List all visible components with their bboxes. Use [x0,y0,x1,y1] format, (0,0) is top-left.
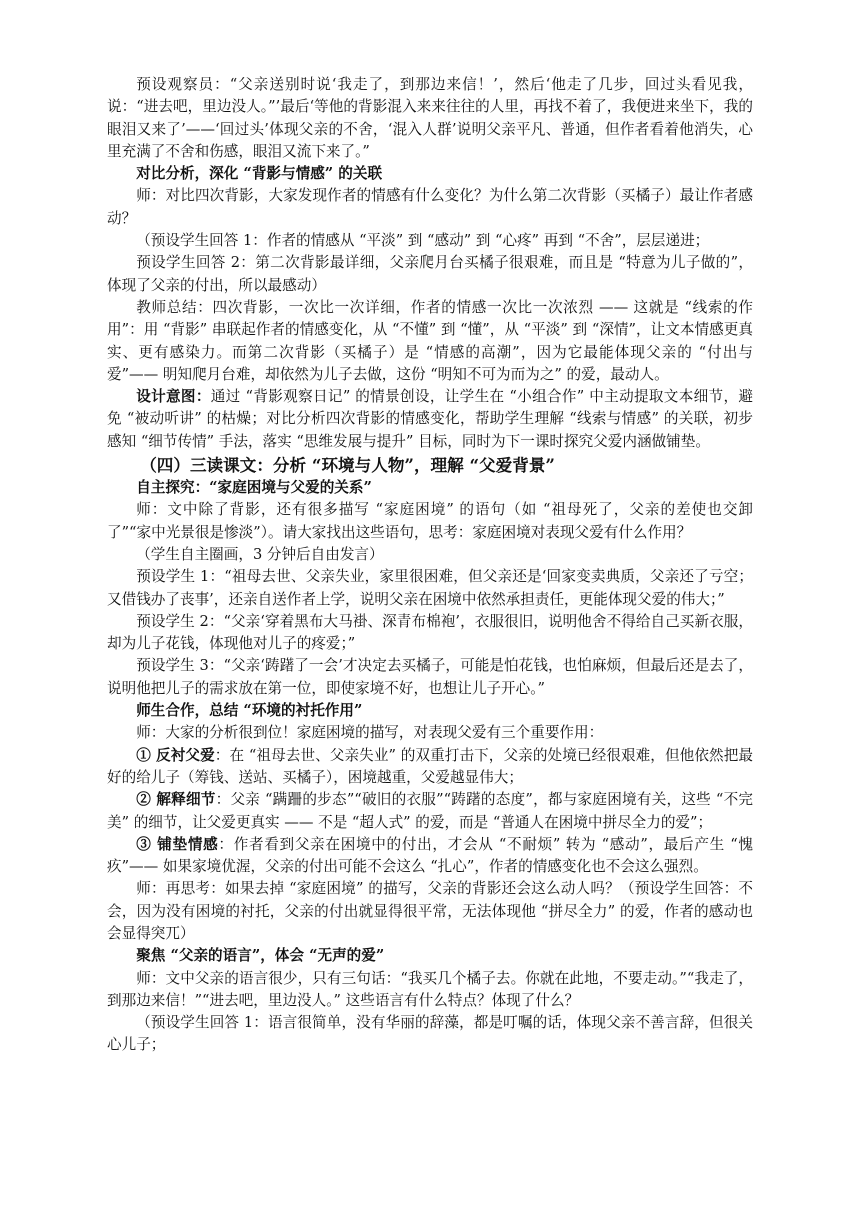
paragraph: 师：文中父亲的语言很少，只有三句话：“我买几个橘子去。你就在此地，不要走动。”“我走了，到那边来信！”“进去吧，里边没人。” 这些语言有什么特点？体现了什么？ [107,969,753,1009]
design-intent-paragraph [107,386,753,453]
section-heading: 聚焦 “父亲的语言”，体会 “无声的爱” [136,947,385,965]
list-item-text: ：父亲 “蹒跚的步态”“破旧的衣服”“踌躇的态度”，都与家庭困境有关，这些 “不完美” 的细节，让父爱更真实 —— 不是 “超人式” 的爱，而是 “普通人在困境中拼尽全力的爱”； [107,791,753,831]
paragraph: 师：文中除了背影，还有很多描写 “家庭困境” 的语句（如 “祖母死了，父亲的差使也交卸了”“家中光景很是惨淡”）。请大家找出这些语句，思考：家庭困境对表现父爱有什么作用？ [107,501,753,541]
list-item-text: ：作者看到父亲在困境中的付出，才会从 “不耐烦” 转为 “感动”，最后产生 “愧疚”—— 如果家境优渥，父亲的付出可能不会这么 “扎心”，作者的情感变化也不会这么强烈。 [107,835,753,876]
section-heading: 师生合作，总结 “环境的衬托作用” [136,702,363,720]
list-item-label: ② 解释细节 [136,791,216,809]
paragraph: 预设观察员：“父亲送别时说‘我走了，到那边来信！’，然后‘他走了几步，回过头看见我，说：“进去吧，里边没人。”’最后‘等他的背影混入来来往往的人里，再找不着了，我便进来坐下，我的眼泪又来了’——‘回过头’体现父亲的不舍，‘混入人群’说明父亲平凡、普通，但作者看着他消失，心里充满了不舍和伤感，眼泪又流下来了。” [107,76,753,160]
paragraph: 师：对比四次背影，大家发现作者的情感有什么变化？为什么第二次背影（买橘子）最让作者感动？ [107,187,753,227]
paragraph: 预设学生回答 2：第二次背影最详细，父亲爬月台买橘子很艰难，而且是 “特意为儿子做的”，体现了父亲的付出，所以最感动） [107,254,753,294]
list-item [107,745,753,790]
paragraph: 预设学生 2：“父亲‘穿着黑布大马褂、深青布棉袍’，衣服很旧，说明他舍不得给自己买新衣服，却为儿子花钱，体现他对儿子的疼爱；” [107,612,753,653]
paragraph: 预设学生 1：“祖母去世、父亲失业，家里很困难，但父亲还是‘回家变卖典质，父亲还了亏空；又借钱办了丧事’，还亲自送作者上学，说明父亲在困境中依然承担责任，更能体现父爱的伟大；” [107,568,753,608]
list-item-text: ：在 “祖母去世、父亲失业” 的双重打击下，父亲的处境已经很艰难，但他依然把最好的给儿子（筹钱、送站、买橘子），困境越重，父爱越显伟大； [107,746,753,786]
list-item-label: ① 反衬父爱 [136,746,215,764]
list-item [107,834,753,879]
paragraph: （预设学生回答 1：作者的情感从 “平淡” 到 “感动” 到 “心疼” 再到 “不舍”，层层递进； [136,232,710,250]
paragraph: 预设学生 3：“父亲‘踌躇了一会’才决定去买橘子，可能是怕花钱，也怕麻烦，但最后还是去了，说明他把儿子的需求放在第一位，即使家境不好，也想让儿子开心。” [107,657,753,697]
design-intent-text: 通过 “背影观察日记” 的情景创设，让学生在 “小组合作” 中主动提取文本细节，避免 “被动听讲” 的枯燥；对比分析四次背影的情感变化，帮助学生理解 “线索与情感” 的关联，初步感知 “细节传情” 手法，落实 “思维发展与提升” 目标，同时为下一课时探究父爱内涵做铺垫。 [107,388,753,450]
paragraph: （学生自主圈画，3 分钟后自由发言） [136,545,384,563]
paragraph: （预设学生回答 1：语言很简单，没有华丽的辞藻，都是叮嘱的话，体现父亲不善言辞，但很关心儿子； [107,1014,753,1054]
design-intent-label: 设计意图： [136,388,211,406]
list-item [107,789,753,834]
list-item-label: ③ 铺垫情感 [136,835,219,853]
section-heading: 自主探究：“家庭困境与父爱的关系” [136,479,372,497]
paragraph: 教师总结：四次背影，一次比一次详细，作者的情感一次比一次浓烈 —— 这就是 “线索的作用”：用 “背影” 串联起作者的情感变化，从 “不懂” 到 “懂”，从 “平淡” 到 “深情”，让文本情感更真实、更有感染力。而第二次背影（买橘子）是 “情感的高潮”，因为它最能体现父亲的 “付出与爱”—— 明知爬月台难，却依然为儿子去做，这份 “明知不可为而为之” 的爱，最动人。 [107,298,753,383]
paragraph: 师：大家的分析很到位！家庭困境的描写，对表现父爱有三个重要作用： [136,724,604,742]
chapter-heading: （四）三读课文：分析 “环境与人物”，理解 “父爱背景” [140,455,555,476]
paragraph: 师：再思考：如果去掉 “家庭困境” 的描写，父亲的背影还会这么动人吗？（预设学生回答：不会，因为没有困境的衬托，父亲的付出就显得很平常，无法体现他 “拼尽全力” 的爱，作者的感动也会显得突兀） [107,880,753,942]
document-page [107,74,753,1057]
section-heading: 对比分析，深化 “背影与情感” 的关联 [136,165,383,183]
